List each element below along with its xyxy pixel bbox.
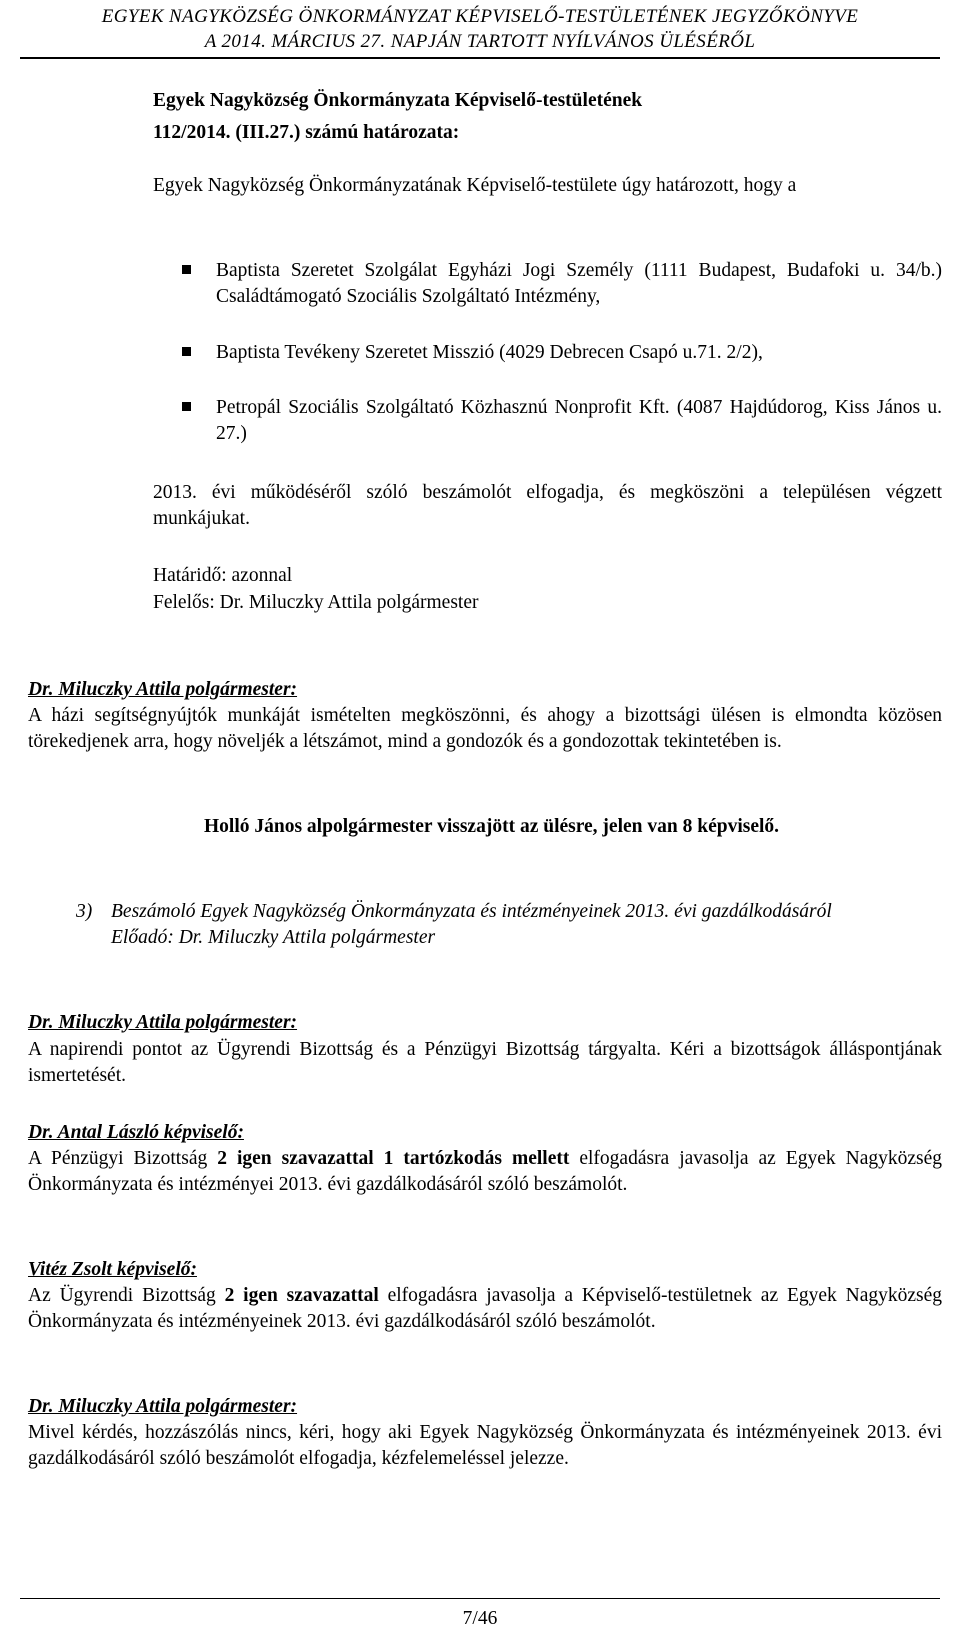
resolution-title-line-2: 112/2014. (III.27.) számú határozata:	[153, 122, 460, 143]
bullet-item	[216, 395, 942, 447]
agenda-presenter: Előadó: Dr. Miluczky Attila polgármester	[111, 927, 436, 948]
vote-result: 2 igen szavazattal	[224, 1285, 379, 1306]
speaker-label: Dr. Miluczky Attila polgármester:	[28, 1396, 298, 1417]
header-line-1: EGYEK NAGYKÖZSÉG ÖNKORMÁNYZAT KÉPVISELŐ-TESTÜLETÉNEK JEGYZŐKÖNYVE	[101, 6, 859, 27]
speaker-label: Dr. Antal László képviselő:	[28, 1122, 244, 1143]
speech-text: A napirendi pontot az Ügyrendi Bizottság és a Pénzügyi Bizottság tárgyalta. Kéri a bizottságok álláspontjának ismertetését.	[28, 1039, 942, 1086]
agenda-item	[76, 899, 942, 951]
resolution-responsible: Felelős: Dr. Miluczky Attila polgármester	[153, 592, 479, 613]
speech-text: Mivel kérdés, hozzászólás nincs, kéri, hogy aki Egyek Nagyközség Önkormányzata és intézményeinek 2013. évi gazdálkodásáról szóló beszámolót elfogadja, kézfelemeléssel jelezze.	[28, 1422, 942, 1469]
vote-result: 2 igen szavazattal 1 tartózkodás mellett	[217, 1148, 570, 1169]
resolution-title-line-1: Egyek Nagyközség Önkormányzata Képviselő-testületének	[153, 90, 643, 111]
bullet-text: Petropál Szociális Szolgáltató Közhasznú Nonprofit Kft. (4087 Hajdúdorog, Kiss János u. 27.)	[216, 397, 942, 444]
speech-text: A házi segítségnyújtók munkáját ismételten megköszönni, és ahogy a bizottsági ülésen is elmondta közösen törekedjenek arra, hogy növeljék a létszámot, mind a gondozók és a gondozottak tekintetében is.	[28, 705, 942, 752]
attendance-notice: Holló János alpolgármester visszajött az ülésre, jelen van 8 képviselő.	[204, 816, 780, 837]
speech-text	[28, 1283, 942, 1335]
page-header	[0, 4, 960, 54]
resolution-text: 2013. évi működéséről szóló beszámolót elfogadja, és megköszöni a településen végzett munkájukat.	[153, 482, 942, 529]
header-line-2: A 2014. MÁRCIUS 27. NAPJÁN TARTOTT NYÍLVÁNOS ÜLÉSÉRŐL	[204, 31, 756, 52]
agenda-title: Beszámoló Egyek Nagyközség Önkormányzata és intézményeinek 2013. évi gazdálkodásáról	[111, 901, 832, 922]
speech-text-part: elfogadásra javasolja a Képviselő-testületnek az Egyek Nagyközség Önkormányzata és intézményeinek 2013. évi gazdálkodásáról szóló beszámolót.	[28, 1285, 942, 1332]
resolution-intro: Egyek Nagyközség Önkormányzatának Képviselő-testülete úgy határozott, hogy a	[153, 175, 797, 196]
square-bullet-icon	[182, 402, 191, 411]
speech-text-part: Az Ügyrendi Bizottság	[28, 1285, 225, 1306]
bullet-item	[216, 258, 942, 310]
agenda-number: 3)	[76, 901, 93, 922]
header-divider	[20, 57, 940, 59]
speaker-label: Dr. Miluczky Attila polgármester:	[28, 1012, 298, 1033]
speech-text	[28, 1146, 942, 1198]
bullet-text: Baptista Tevékeny Szeretet Misszió (4029 Debrecen Csapó u.71. 2/2),	[216, 342, 763, 363]
bullet-text: Baptista Szeretet Szolgálat Egyházi Jogi Személy (1111 Budapest, Budafoki u. 34/b.) Családtámogató Szociális Szolgáltató Intézmény,	[216, 260, 942, 307]
speech-text-part: A Pénzügyi Bizottság	[28, 1148, 218, 1169]
speaker-label: Vitéz Zsolt képviselő:	[28, 1259, 197, 1280]
resolution-deadline: Határidő: azonnal	[153, 565, 293, 586]
footer-divider	[20, 1598, 940, 1599]
square-bullet-icon	[182, 265, 191, 274]
bullet-item	[216, 340, 942, 366]
page-number: 7/46	[462, 1608, 498, 1629]
speaker-label: Dr. Miluczky Attila polgármester:	[28, 679, 298, 700]
speech-text-part: elfogadásra javasolja az Egyek Nagyközség Önkormányzata és intézményei 2013. évi gazdálkodásáról szóló beszámolót.	[28, 1148, 942, 1195]
square-bullet-icon	[182, 347, 191, 356]
